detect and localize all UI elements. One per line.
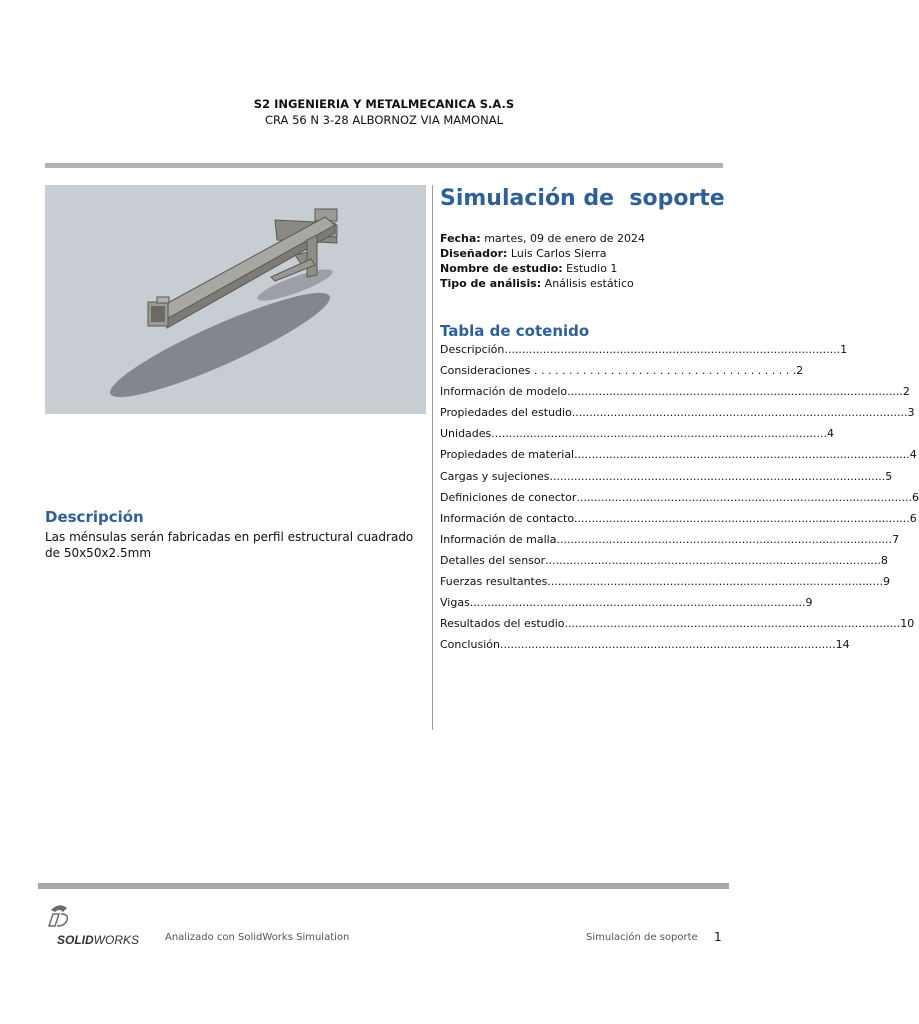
toc-entry-page: 10 bbox=[900, 617, 915, 631]
description-text: Las ménsulas serán fabricadas en perfil estructural cuadrado de 50x50x2.5mm bbox=[45, 530, 414, 560]
toc-entry-page: 2 bbox=[902, 385, 910, 399]
footer-divider bbox=[38, 883, 729, 889]
toc-entry[interactable] bbox=[440, 406, 915, 427]
company-address: CRA 56 N 3-28 ALBORNOZ VIA MAMONAL bbox=[265, 113, 503, 127]
toc-entry[interactable] bbox=[440, 596, 813, 617]
footer-document-title: Simulación de soporte bbox=[586, 932, 698, 943]
column-divider bbox=[432, 185, 433, 730]
toc-entry-label: Unidades bbox=[440, 427, 492, 441]
meta-label: Tipo de análisis: bbox=[440, 277, 542, 290]
toc-entry[interactable] bbox=[440, 532, 900, 554]
study-title: Simulación de soporte bbox=[440, 186, 725, 211]
meta-study-name bbox=[440, 261, 645, 276]
footer-analyzed-text: Analizado con SolidWorks Simulation bbox=[165, 932, 350, 943]
toc-entry-label: Información de malla bbox=[440, 532, 557, 546]
toc-leader-dots: ................................................................................................ bbox=[576, 490, 913, 504]
company-name: S2 INGENIERIA Y METALMECANICA S.A.S bbox=[253, 97, 515, 111]
toc-entry-page: 4 bbox=[909, 448, 917, 462]
toc-entry-page: 7 bbox=[892, 532, 900, 546]
toc-leader-dots: ................................................................................................ bbox=[549, 469, 886, 483]
toc-entry[interactable] bbox=[440, 617, 915, 638]
toc-entry[interactable] bbox=[440, 427, 834, 448]
toc-entry[interactable] bbox=[440, 575, 891, 596]
toc-entry[interactable] bbox=[440, 469, 893, 491]
toc-leader-dots: ................................................................................................ bbox=[499, 638, 836, 652]
toc-entry[interactable] bbox=[440, 364, 804, 385]
toc-leader-dots: ................................................................................................ bbox=[504, 343, 841, 356]
bracket-model-render bbox=[45, 185, 426, 414]
model-image bbox=[45, 185, 426, 414]
toc-entry-label: Consideraciones bbox=[440, 364, 531, 378]
toc-entry[interactable] bbox=[440, 385, 910, 406]
toc-entry[interactable] bbox=[440, 448, 917, 469]
meta-label: Fecha: bbox=[440, 232, 481, 245]
toc-entry-label: Descripción bbox=[440, 343, 505, 356]
toc-entry[interactable] bbox=[440, 638, 850, 659]
ds-logo-icon bbox=[45, 900, 155, 950]
toc-leader-dots: ................................................................................................ bbox=[469, 596, 806, 610]
header-divider bbox=[45, 163, 723, 168]
meta-designer bbox=[440, 246, 645, 261]
toc-leader-dots: ................................................................................................ bbox=[545, 553, 881, 567]
toc-entry[interactable] bbox=[440, 343, 848, 364]
toc-leader-dots: ................................................................................................ bbox=[567, 385, 903, 399]
toc-entry-label: Vigas bbox=[440, 596, 470, 610]
toc-entry[interactable] bbox=[440, 511, 917, 533]
toc-entry-label: Detalles del sensor bbox=[440, 553, 546, 567]
toc-entry-page: 9 bbox=[883, 575, 891, 589]
study-meta bbox=[440, 231, 645, 291]
toc-entry-label: Información de modelo bbox=[440, 385, 568, 399]
toc-entry[interactable] bbox=[440, 490, 919, 512]
meta-label: Diseñador: bbox=[440, 247, 508, 260]
toc-entry-page: 5 bbox=[885, 469, 893, 483]
table-of-contents bbox=[440, 343, 919, 659]
logo-text-italic: WORKS bbox=[93, 933, 140, 947]
toc-entry-page: 9 bbox=[805, 596, 813, 610]
toc-entry-page: 6 bbox=[909, 511, 917, 525]
toc-entry-label: Resultados del estudio bbox=[440, 617, 565, 631]
toc-leader-dots: ................................................................................................ bbox=[574, 448, 910, 462]
toc-leader-dots: ................................................................................................ bbox=[547, 575, 884, 589]
toc-entry-page: 1 bbox=[840, 343, 848, 356]
toc-leader-dots: ................................................................................................ bbox=[556, 532, 893, 546]
toc-entry-page: 3 bbox=[907, 406, 915, 420]
meta-value: Análisis estático bbox=[541, 277, 634, 290]
toc-entry-label: Propiedades del estudio bbox=[440, 406, 572, 420]
toc-entry-page: 2 bbox=[796, 364, 804, 378]
meta-date bbox=[440, 231, 645, 246]
toc-entry-label: Fuerzas resultantes bbox=[440, 575, 548, 589]
meta-value: Luis Carlos Sierra bbox=[507, 247, 607, 260]
toc-entry-page: 4 bbox=[826, 427, 834, 441]
toc-leader-dots: ................................................................................................ bbox=[564, 617, 901, 631]
toc-entry-label: Información de contacto bbox=[440, 511, 575, 525]
toc-entry-page: 8 bbox=[880, 553, 888, 567]
meta-label: Nombre de estudio: bbox=[440, 262, 563, 275]
toc-entry[interactable] bbox=[440, 553, 888, 575]
svg-text:SOLIDWORKS bbox=[57, 933, 139, 947]
toc-leader-dots: . . . . . . . . . . . . . . . . . . . . . . . . . . . . . . . . . . . . . . bbox=[530, 364, 797, 378]
meta-value: Estudio 1 bbox=[562, 262, 618, 275]
toc-heading: Tabla de cotenido bbox=[440, 322, 590, 340]
toc-entry-label: Conclusión bbox=[440, 638, 500, 652]
toc-entry-label: Cargas y sujeciones bbox=[440, 469, 550, 483]
toc-leader-dots: ................................................................................................ bbox=[571, 406, 908, 420]
toc-entry-page: 6 bbox=[912, 490, 919, 504]
logo-text-bold: SOLID bbox=[57, 933, 94, 947]
toc-entry-page: 14 bbox=[835, 638, 850, 652]
meta-analysis-type bbox=[440, 276, 645, 291]
solidworks-logo bbox=[45, 900, 155, 950]
toc-entry-label: Definiciones de conector bbox=[440, 490, 577, 504]
toc-leader-dots: ................................................................................................ bbox=[574, 511, 910, 525]
description-heading: Descripción bbox=[45, 508, 144, 526]
toc-leader-dots: ................................................................................................ bbox=[491, 427, 827, 441]
meta-value: martes, 09 de enero de 2024 bbox=[480, 232, 645, 245]
document-header bbox=[0, 96, 768, 128]
toc-entry-label: Propiedades de material bbox=[440, 448, 575, 462]
footer-page-number: 1 bbox=[714, 930, 722, 944]
